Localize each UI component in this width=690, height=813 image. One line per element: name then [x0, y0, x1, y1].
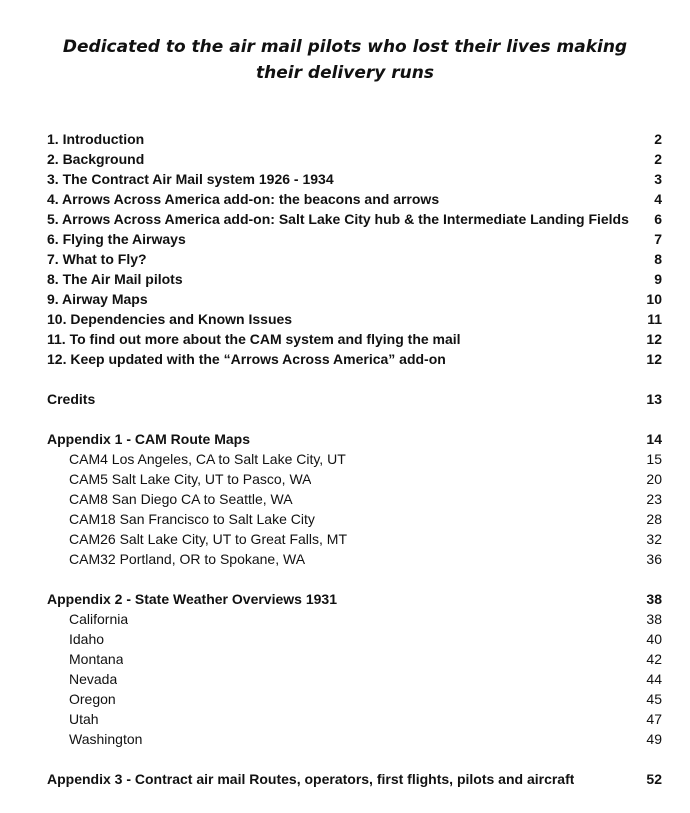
toc-entry[interactable] — [47, 289, 662, 309]
toc-entry[interactable] — [47, 309, 662, 329]
toc-subentry-page: 45 — [646, 691, 662, 707]
toc-entry[interactable] — [47, 269, 662, 289]
toc-subentry-page: 47 — [646, 711, 662, 727]
toc-entry-label: 11. To find out more about the CAM system and flying the mail — [47, 331, 461, 347]
toc-entry-page: 38 — [646, 591, 662, 607]
toc-subentry-label: Nevada — [69, 671, 118, 687]
toc-entry-label: 3. The Contract Air Mail system 1926 - 1934 — [47, 171, 334, 187]
toc-subentry-label: Idaho — [69, 631, 105, 647]
toc-subentry-label: Montana — [69, 651, 124, 667]
toc-entry[interactable] — [47, 189, 662, 209]
toc-entry[interactable] — [47, 229, 662, 249]
toc-entry-page: 7 — [654, 231, 662, 247]
toc-subentry-page: 49 — [646, 731, 662, 747]
table-of-contents — [47, 129, 662, 789]
toc-entry[interactable] — [47, 249, 662, 269]
toc-subentry[interactable] — [47, 449, 662, 469]
toc-subentry-page: 28 — [646, 511, 662, 527]
toc-subentry[interactable] — [47, 549, 662, 569]
toc-entry-label: 9. Airway Maps — [47, 291, 148, 307]
toc-entry-page: 11 — [647, 311, 662, 327]
section-spacer — [47, 749, 662, 769]
toc-subentry-page: 40 — [646, 631, 662, 647]
section-spacer — [47, 409, 662, 429]
toc-subentry-label: CAM5 Salt Lake City, UT to Pasco, WA — [69, 471, 312, 487]
toc-entry-page: 12 — [646, 331, 662, 347]
toc-entry[interactable] — [47, 169, 662, 189]
toc-subentry-page: 42 — [646, 651, 662, 667]
toc-entry-page: 12 — [646, 351, 662, 367]
toc-subentry[interactable] — [47, 709, 662, 729]
toc-subentry-page: 20 — [646, 471, 662, 487]
toc-entry-page: 2 — [654, 131, 662, 147]
toc-entry-label: 1. Introduction — [47, 131, 145, 147]
toc-subentry[interactable] — [47, 609, 662, 629]
toc-subentry-label: Oregon — [69, 691, 116, 707]
toc-entry-label: Appendix 3 - Contract air mail Routes, operators, first flights, pilots and aircraft — [47, 771, 575, 787]
toc-entry-label: Credits — [47, 391, 96, 407]
toc-entry-credits[interactable] — [47, 389, 662, 409]
toc-entry-appendix-2[interactable] — [47, 589, 662, 609]
toc-entry-page: 13 — [646, 391, 662, 407]
toc-entry[interactable] — [47, 149, 662, 169]
toc-subentry[interactable] — [47, 689, 662, 709]
toc-subentry[interactable] — [47, 629, 662, 649]
toc-subentry-page: 44 — [646, 671, 662, 687]
toc-subentry-page: 32 — [646, 531, 662, 547]
toc-subentry-page: 23 — [646, 491, 662, 507]
toc-entry-page: 6 — [654, 211, 662, 227]
toc-entry-label: 8. The Air Mail pilots — [47, 271, 183, 287]
section-spacer — [47, 369, 662, 389]
dedication-text: Dedicated to the air mail pilots who lost their lives making their delivery runs — [62, 37, 628, 83]
toc-entry[interactable] — [47, 209, 662, 229]
toc-entry[interactable] — [47, 349, 662, 369]
toc-entry-label: 6. Flying the Airways — [47, 231, 186, 247]
toc-entry[interactable] — [47, 329, 662, 349]
toc-subentry[interactable] — [47, 729, 662, 749]
toc-entry-appendix-3[interactable] — [47, 769, 662, 789]
toc-entry-label: 10. Dependencies and Known Issues — [47, 311, 293, 327]
toc-subentry-page: 38 — [646, 611, 662, 627]
toc-entry-label: 12. Keep updated with the “Arrows Across America” add-on — [47, 351, 446, 367]
toc-subentry[interactable] — [47, 649, 662, 669]
toc-subentry[interactable] — [47, 489, 662, 509]
section-spacer — [47, 569, 662, 589]
toc-entry-label: 2. Background — [47, 151, 145, 167]
toc-entry-label: Appendix 1 - CAM Route Maps — [47, 431, 251, 447]
toc-subentry-label: CAM26 Salt Lake City, UT to Great Falls, MT — [69, 531, 348, 547]
toc-subentry-label: Washington — [69, 731, 143, 747]
toc-subentry-label: CAM4 Los Angeles, CA to Salt Lake City, UT — [69, 451, 346, 467]
toc-subentry-page: 15 — [646, 451, 662, 467]
toc-subentry[interactable] — [47, 669, 662, 689]
toc-entry-page: 8 — [654, 251, 662, 267]
toc-entry-label: Appendix 2 - State Weather Overviews 1931 — [47, 591, 337, 607]
toc-entry-page: 10 — [646, 291, 662, 307]
toc-subentry-label: CAM18 San Francisco to Salt Lake City — [69, 511, 315, 527]
toc-entry-page: 4 — [654, 191, 662, 207]
toc-entry-page: 52 — [646, 771, 662, 787]
toc-entry-page: 14 — [646, 431, 662, 447]
toc-entry-page: 3 — [654, 171, 662, 187]
toc-entry-page: 9 — [654, 271, 662, 287]
toc-entry-label: 4. Arrows Across America add-on: the beacons and arrows — [47, 191, 440, 207]
toc-subentry-label: Utah — [69, 711, 99, 727]
toc-subentry-label: CAM32 Portland, OR to Spokane, WA — [69, 551, 306, 567]
toc-entry[interactable] — [47, 129, 662, 149]
toc-entry-page: 2 — [654, 151, 662, 167]
toc-entry-appendix-1[interactable] — [47, 429, 662, 449]
toc-subentry[interactable] — [47, 469, 662, 489]
toc-subentry[interactable] — [47, 509, 662, 529]
toc-subentry-page: 36 — [646, 551, 662, 567]
toc-entry-label: 5. Arrows Across America add-on: Salt Lake City hub & the Intermediate Landing Fields — [47, 211, 629, 227]
toc-entry-label: 7. What to Fly? — [47, 251, 147, 267]
toc-subentry-label: CAM8 San Diego CA to Seattle, WA — [69, 491, 293, 507]
toc-subentry-label: California — [69, 611, 129, 627]
toc-subentry[interactable] — [47, 529, 662, 549]
